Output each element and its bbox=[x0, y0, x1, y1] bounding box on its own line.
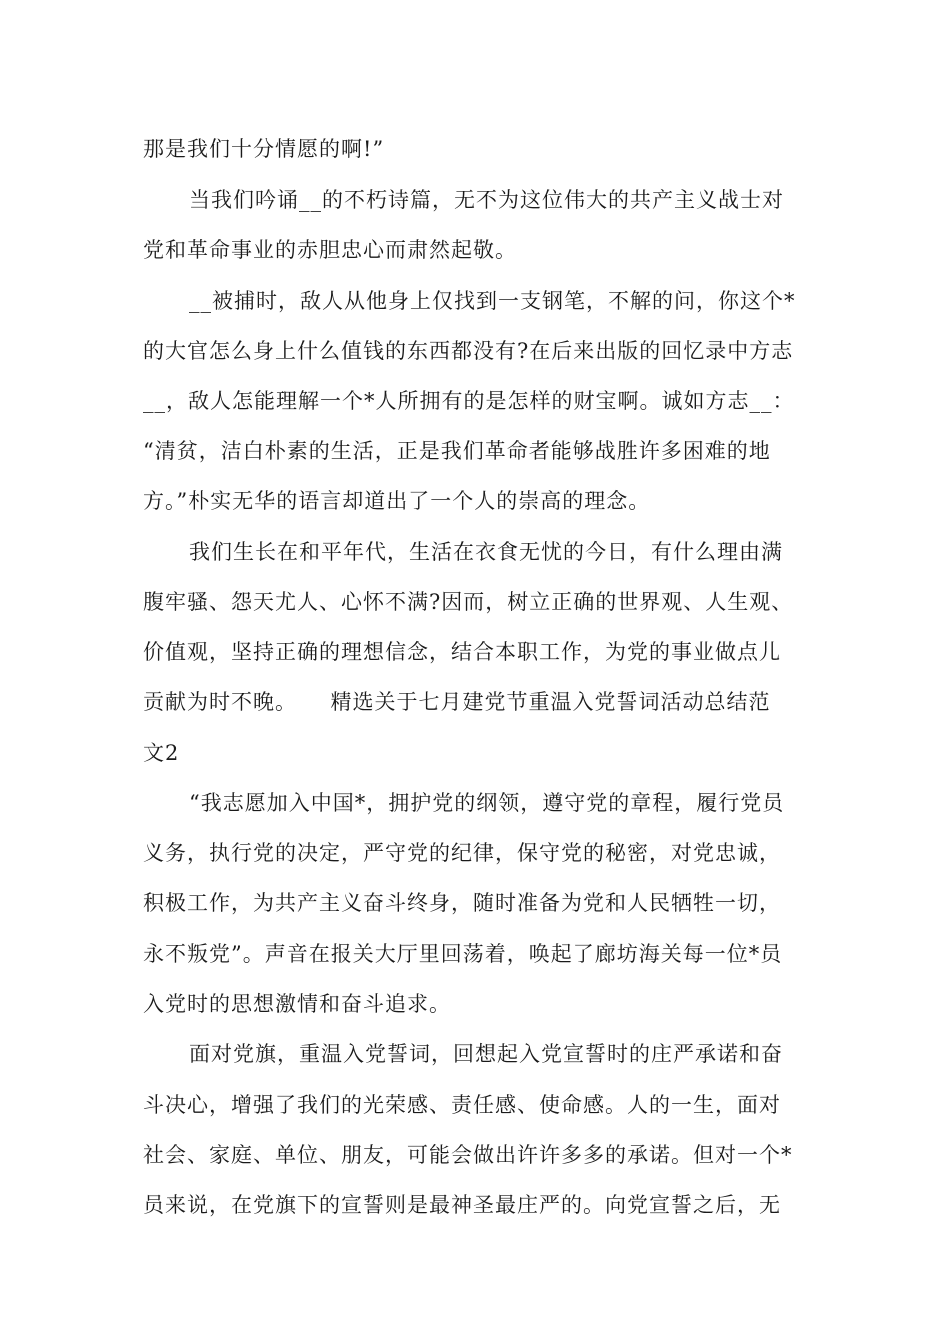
text-line: __被捕时，敌人从他身上仅找到一支钢笔，不解的问，你这个* bbox=[189, 289, 796, 313]
text-line: 我们生长在和平年代，生活在衣食无忧的今日，有什么理由满 bbox=[189, 540, 783, 564]
text-line: 积极工作，为共产主义奋斗终身，随时准备为党和人民牺牲一切， bbox=[143, 891, 781, 915]
text-line: 社会、家庭、单位、朋友，可能会做出许许多多的承诺。但对一个* bbox=[143, 1143, 793, 1167]
text-line: 斗决心，增强了我们的光荣感、责任感、使命感。人的一生，面对 bbox=[143, 1093, 781, 1117]
text-line: 当我们吟诵__的不朽诗篇，无不为这位伟大的共产主义战士对 bbox=[189, 188, 784, 212]
text-line: 文2 bbox=[143, 741, 180, 765]
text-line: 的大官怎么身上什么值钱的东西都没有?在后来出版的回忆录中方志 bbox=[143, 339, 794, 363]
text-line: 那是我们十分情愿的啊!” bbox=[143, 137, 385, 161]
text-line: 入党时的思想激情和奋斗追求。 bbox=[143, 992, 451, 1016]
text-line: “清贫，洁白朴素的生活，正是我们革命者能够战胜许多困难的地 bbox=[143, 439, 771, 463]
text-line: “我志愿加入中国*，拥护党的纲领，遵守党的章程，履行党员 bbox=[189, 791, 785, 815]
text-line: 党和革命事业的赤胆忠心而肃然起敬。 bbox=[143, 238, 517, 262]
text-line: __，敌人怎能理解一个*人所拥有的是怎样的财宝啊。诚如方志__： bbox=[143, 389, 795, 413]
text-line: 方。”朴实无华的语言却道出了一个人的崇高的理念。 bbox=[143, 489, 651, 513]
text-line: 面对党旗，重温入党誓词，回想起入党宣誓时的庄严承诺和奋 bbox=[189, 1042, 783, 1066]
text-line: 义务，执行党的决定，严守党的纪律，保守党的秘密，对党忠诚， bbox=[143, 841, 781, 865]
text-line: 腹牢骚、怨天尤人、心怀不满?因而，树立正确的世界观、人生观、 bbox=[143, 590, 794, 614]
text-line: 永不叛党”。声音在报关大厅里回荡着，唤起了廊坊海关每一位*员 bbox=[143, 942, 783, 966]
text-line: 贡献为时不晚。 精选关于七月建党节重温入党誓词活动总结范 bbox=[143, 690, 771, 714]
text-line: 员来说，在党旗下的宣誓则是最神圣最庄严的。向党宣誓之后，无 bbox=[143, 1193, 781, 1217]
text-line: 价值观，坚持正确的理想信念，结合本职工作，为党的事业做点儿 bbox=[143, 640, 781, 664]
